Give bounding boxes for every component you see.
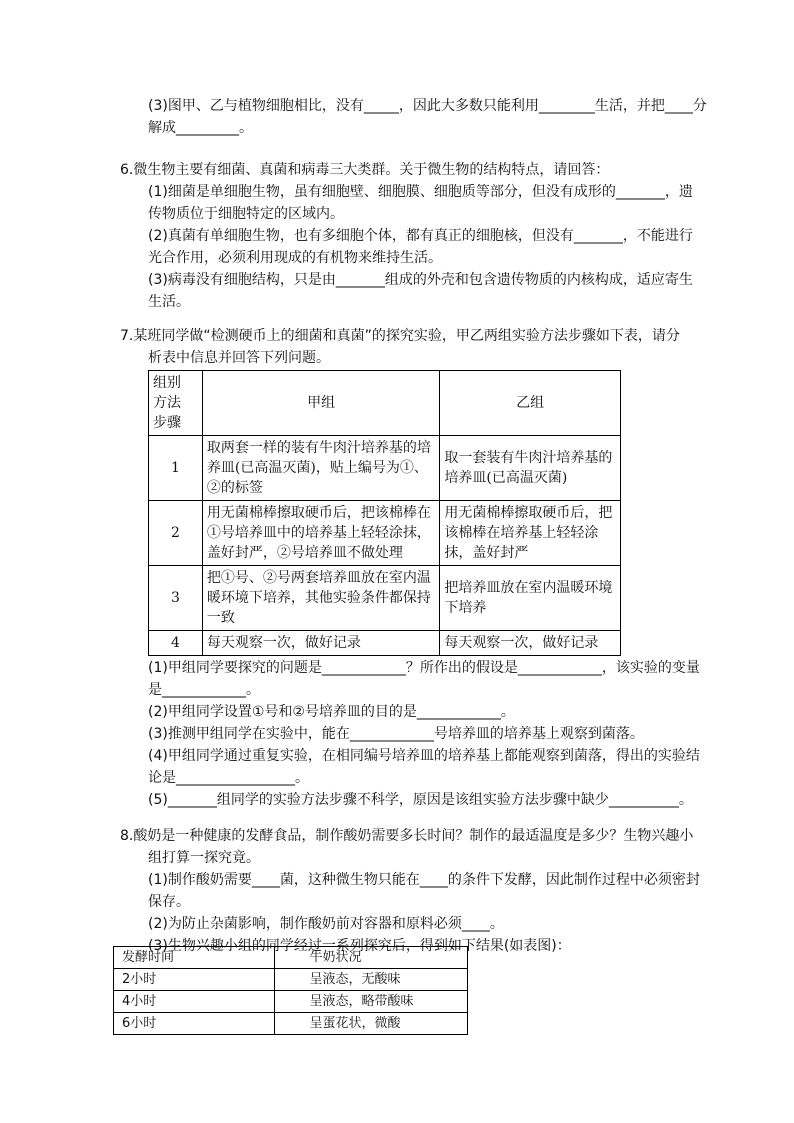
status-cell: 呈蛋花状，微酸 [275,1013,468,1035]
yi-step-cell: 用无菌棉棒擦取硬币后，把该棉棒在培养基上轻轻涂抹，盖好封严 [440,501,621,566]
q7-part1-line1: (1)甲组同学要探究的问题是____________？所作出的假设是____________，该实验的变量 [148,660,700,676]
q5-part3-line1: (3)图甲、乙与植物细胞相比，没有_____，因此大多数只能利用________生活，并把____分 [148,98,707,114]
table-row [114,1013,468,1035]
yi-step-cell: 取一套装有牛肉汁培养基的培养皿(已高温灭菌) [440,436,621,501]
header-step-label-line1: 组别 [153,375,181,391]
q6-part3-line2: 生活。 [148,294,190,310]
time-cell: 4小时 [114,991,275,1013]
q8-stem-line1: 8.酸奶是一种健康的发酵食品，制作酸奶需要多长时间？制作的最适温度是多少？生物兴趣小 [120,828,694,844]
q7-part1-line2: 是____________。 [148,682,260,698]
q8-part1-line1: (1)制作酸奶需要____菌，这种微生物只能在____的条件下发酵，因此制作过程中必须密封 [148,872,700,888]
q7-stem-line1: 7.某班同学做“检测硬币上的细菌和真菌”的探究实验，甲乙两组实验方法步骤如下表，请分 [120,328,680,344]
q5-part3-line2: 解成_________。 [148,120,253,136]
header-group-jia: 甲组 [202,371,439,436]
jia-step-cell: 每天观察一次，做好记录 [202,631,439,656]
table-row [114,991,468,1013]
experiment-steps-table [148,370,621,656]
q7-part5: (5)_______组同学的实验方法步骤不科学，原因是该组实验方法步骤中缺少__________。 [148,792,693,808]
status-cell: 呈液态，无酸味 [275,969,468,991]
header-milk-status: 牛奶状况 [275,947,468,969]
jia-step-cell: 取两套一样的装有牛肉汁培养基的培养皿(已高温灭菌)，贴上编号为①、②的标签 [202,436,439,501]
status-cell: 呈液态，略带酸味 [275,991,468,1013]
q7-stem-line2: 析表中信息并回答下列问题。 [148,350,330,366]
table-row [149,436,621,501]
table-header-row [149,371,621,436]
step-number: 3 [149,566,203,631]
step-number: 1 [149,436,203,501]
q8-stem-line2: 组打算一探究竟。 [148,850,260,866]
step-number: 2 [149,501,203,566]
q7-part4-line1: (4)甲组同学通过重复实验，在相同编号培养皿的培养基上都能观察到菌落，得出的实验结 [148,748,700,764]
header-group-yi: 乙组 [440,371,621,436]
header-fermentation-time: 发酵时间 [114,947,275,969]
q6-part3-line1: (3)病毒没有细胞结构，只是由_______组成的外壳和包含遗传物质的内核构成，适应寄生 [148,272,693,288]
header-step-label [149,371,203,436]
time-cell: 2小时 [114,969,275,991]
table-row [149,566,621,631]
q7-part4-line2: 论是_________________。 [148,770,309,786]
time-cell: 6小时 [114,1013,275,1035]
fermentation-results-table [113,946,468,1035]
jia-step-cell: 用无菌棉棒擦取硬币后，把该棉棒在①号培养皿中的培养基上轻轻涂抹，盖好封严，②号培养皿不做处理 [202,501,439,566]
q6-part1-line1: (1)细菌是单细胞生物，虽有细胞壁、细胞膜、细胞质等部分，但没有成形的_______，遗 [148,184,693,200]
q6-part2-line1: (2)真菌有单细胞生物，也有多细胞个体，都有真正的细胞核，但没有_______，不能进行 [148,228,693,244]
jia-step-cell: 把①号、②号两套培养皿放在室内温暖环境下培养，其他实验条件都保持一致 [202,566,439,631]
q8-part1-line2: 保存。 [148,894,190,910]
q6-part1-line2: 传物质位于细胞特定的区域内。 [148,206,344,222]
yi-step-cell: 每天观察一次，做好记录 [440,631,621,656]
step-number: 4 [149,631,203,656]
header-step-label-line3: 步骤 [153,415,181,431]
q7-part3: (3)推测甲组同学在实验中，能在____________号培养皿的培养基上观察到菌落。 [148,726,644,742]
table-header-row [114,947,468,969]
q8-part2: (2)为防止杂菌影响，制作酸奶前对容器和原料必须____。 [148,916,504,932]
q7-part2: (2)甲组同学设置①号和②号培养皿的目的是____________。 [148,704,515,720]
table-row [149,501,621,566]
yi-step-cell: 把培养皿放在室内温暖环境下培养 [440,566,621,631]
q6-stem: 6.微生物主要有细菌、真菌和病毒三大类群。关于微生物的结构特点，请回答： [120,162,610,178]
table-row [114,969,468,991]
header-step-label-line2: 方法 [153,395,181,411]
q8-part3: (3)生物兴趣小组的同学经过一系列探究后，得到如下结果(如表图)： [148,938,571,954]
table-row [149,631,621,656]
q6-part2-line2: 光合作用，必须利用现成的有机物来维持生活。 [148,250,442,266]
